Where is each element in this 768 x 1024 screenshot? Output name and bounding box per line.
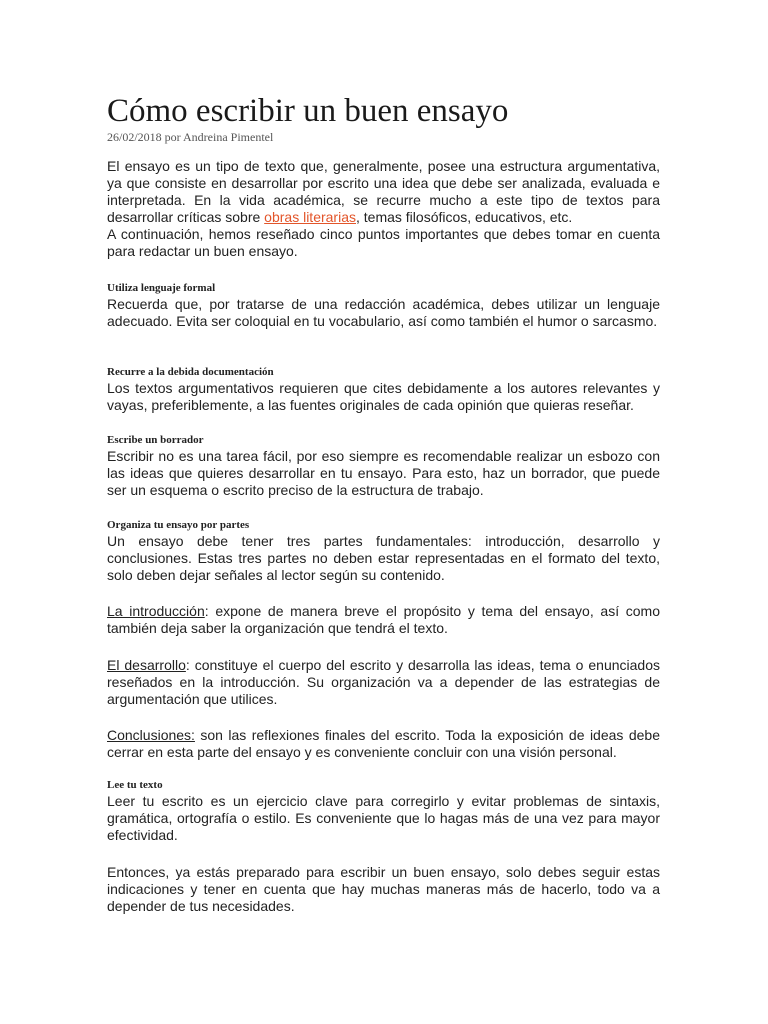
- part-paragraph: [107, 603, 660, 637]
- part-text: : constituye el cuerpo del escrito y desarrolla las ideas, tema o enunciados reseñados en la introducción. Su organización va a depender de las estrategias de argumentación que utilices.: [107, 657, 660, 707]
- intro-paragraph: [107, 158, 660, 260]
- obras-literarias-link[interactable]: obras literarias: [264, 209, 356, 225]
- part-conclusiones: [107, 727, 660, 761]
- section-lee-tu-texto: [107, 779, 660, 844]
- part-paragraph: [107, 727, 660, 761]
- section-borrador: [107, 434, 660, 499]
- section-heading: Utiliza lenguaje formal: [107, 282, 216, 294]
- section-heading: Recurre a la debida documentación: [107, 366, 274, 378]
- closing-paragraph: Entonces, ya estás preparado para escribir un buen ensayo, solo debes seguir estas indicaciones y tener en cuenta que hay muchas maneras más de hacerlo, todo va a depender de tus necesidades.: [107, 864, 660, 914]
- section-heading: Lee tu texto: [107, 779, 163, 791]
- section-body: Escribir no es una tarea fácil, por eso siempre es recomendable realizar un esbozo con las ideas que quieres desarrollar en tu ensayo. Para esto, haz un borrador, que puede ser un esquema o escrito preciso de la estructura de trabajo.: [107, 448, 660, 498]
- part-desarrollo: [107, 657, 660, 708]
- part-term: La introducción: [107, 603, 205, 619]
- part-text: son las reflexiones finales del escrito. Toda la exposición de ideas debe cerrar en esta parte del ensayo y es conveniente concluir con una visión personal.: [107, 727, 660, 760]
- intro-text-before-link: El ensayo es un tipo de texto que, generalmente, posee una estructura argumentativa, ya que consiste en desarrollar por escrito una idea que debe ser analizada, evaluada e interpretada. En la vida académica, se recurre mucho a este tipo de textos para desarrollar críticas sobre: [107, 158, 660, 225]
- section-body: Los textos argumentativos requieren que cites debidamente a los autores relevantes y vayas, preferiblemente, a las fuentes originales de cada opinión que quieras reseñar.: [107, 380, 660, 413]
- part-term: Conclusiones:: [107, 727, 195, 743]
- section-documentacion: [107, 366, 660, 414]
- section-heading: Escribe un borrador: [107, 434, 204, 446]
- byline: 26/02/2018 por Andreina Pimentel: [107, 130, 274, 144]
- part-introduccion: [107, 603, 660, 637]
- section-body: Recuerda que, por tratarse de una redacción académica, debes utilizar un lenguaje adecuado. Evita ser coloquial en tu vocabulario, así como también el humor o sarcasmo.: [107, 296, 660, 329]
- section-lenguaje-formal: [107, 282, 660, 330]
- section-body: Un ensayo debe tener tres partes fundamentales: introducción, desarrollo y conclusiones. Estas tres partes no deben estar representadas en el formato del texto, solo deben dejar señales al lector según su contenido.: [107, 533, 660, 583]
- intro: [107, 158, 660, 260]
- part-paragraph: [107, 657, 660, 708]
- section-organiza: [107, 519, 660, 584]
- part-term: El desarrollo: [107, 657, 186, 673]
- intro-continuation: A continuación, hemos reseñado cinco puntos importantes que debes tomar en cuenta para redactar un buen ensayo.: [107, 226, 660, 259]
- closing: [107, 864, 660, 915]
- section-body: Leer tu escrito es un ejercicio clave para corregirlo y evitar problemas de sintaxis, gramática, ortografía o estilo. Es conveniente que lo hagas más de una vez para mayor efectividad.: [107, 793, 660, 843]
- page-title: Cómo escribir un buen ensayo: [107, 93, 509, 129]
- intro-text-after-link: , temas filosóficos, educativos, etc.: [356, 209, 573, 225]
- section-heading: Organiza tu ensayo por partes: [107, 519, 250, 531]
- part-text: : expone de manera breve el propósito y tema del ensayo, así como también deja saber la organización que tendrá el texto.: [107, 603, 660, 636]
